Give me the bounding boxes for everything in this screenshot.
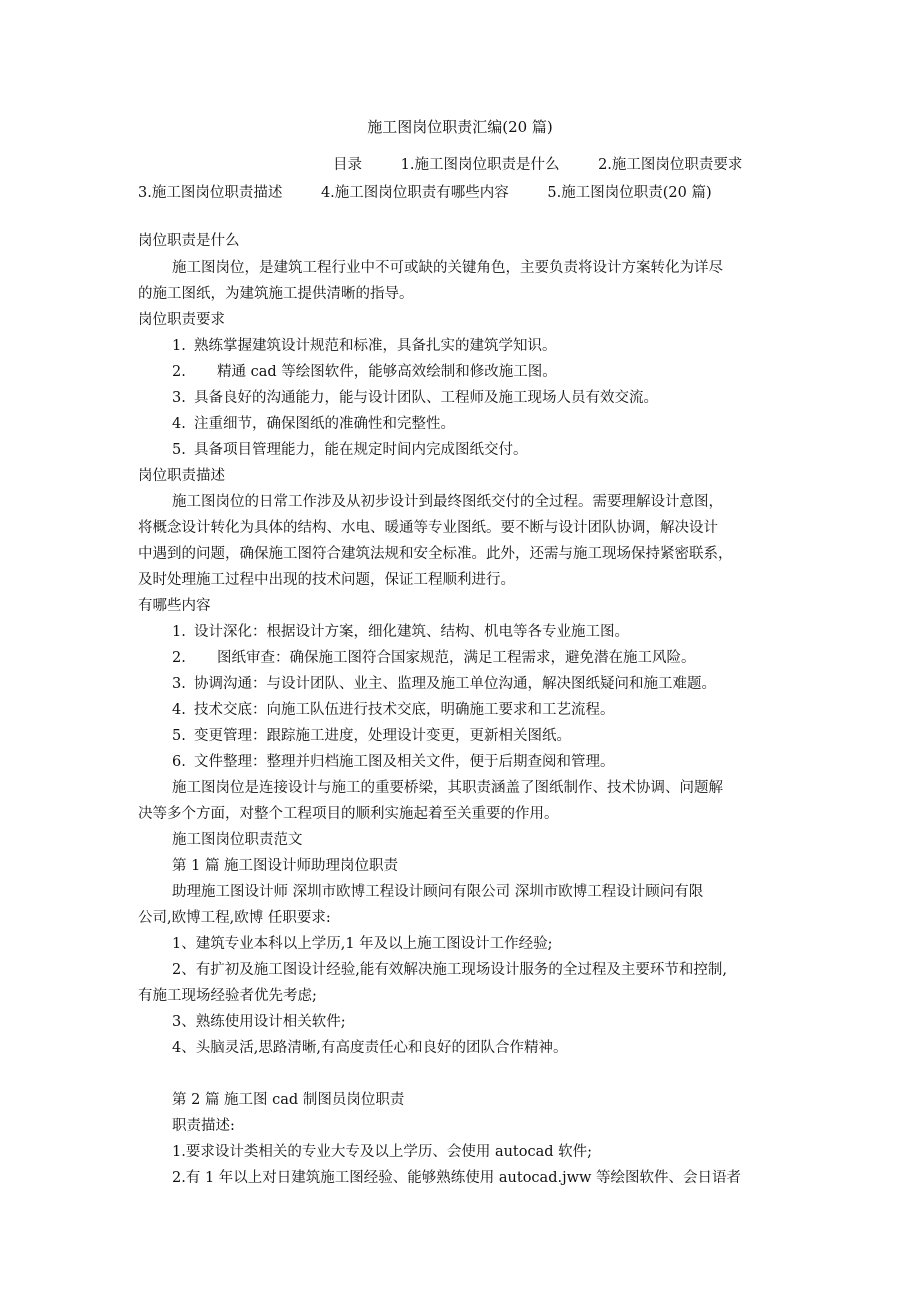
- paragraph-line: 2.有 1 年以上对日建筑施工图经验、能够熟练使用 autocad.jww 等绘图软件、会日语者: [172, 1170, 742, 1186]
- toc-item-3[interactable]: 3.施工图岗位职责描述: [138, 185, 283, 201]
- list-item: 3. 协调沟通：与设计团队、业主、监理及施工单位沟通，解决图纸疑问和施工难题。: [172, 676, 716, 692]
- toc-item-1[interactable]: 1.施工图岗位职责是什么: [400, 157, 560, 173]
- list-item: 6. 文件整理：整理并归档施工图及相关文件，便于后期查阅和管理。: [172, 754, 615, 770]
- paragraph-line: 施工图岗位，是建筑工程行业中不可或缺的关键角色，主要负责将设计方案转化为详尽: [172, 260, 723, 276]
- paragraph-line: 2、有扩初及施工图设计经验,能有效解决施工现场设计服务的全过程及主要环节和控制,: [172, 962, 727, 978]
- list-item: 5. 具备项目管理能力，能在规定时间内完成图纸交付。: [172, 442, 528, 458]
- paragraph-line: 1、建筑专业本科以上学历,1 年及以上施工图设计工作经验;: [172, 936, 553, 952]
- toc-label: 目录: [333, 157, 362, 173]
- paragraph-line: 4、头脑灵活,思路清晰,有高度责任心和良好的团队合作精神。: [172, 1040, 568, 1056]
- section-heading-requirements: 岗位职责要求: [138, 312, 225, 328]
- toc-item-5[interactable]: 5.施工图岗位职责(20 篇): [547, 185, 712, 201]
- section-heading-contents: 有哪些内容: [138, 598, 211, 614]
- paragraph-line: 职责描述:: [172, 1118, 235, 1134]
- list-item: 3. 具备良好的沟通能力，能与设计团队、工程师及施工现场人员有效交流。: [172, 390, 658, 406]
- section-heading-what: 岗位职责是什么: [138, 233, 240, 249]
- paragraph-line: 中遇到的问题，确保施工图符合建筑法规和安全标准。此外，还需与施工现场保持紧密联系，: [138, 546, 733, 562]
- article-2-title: 第 2 篇 施工图 cad 制图员岗位职责: [172, 1092, 405, 1108]
- paragraph-line: 助理施工图设计师 深圳市欧博工程设计顾问有限公司 深圳市欧博工程设计顾问有限: [172, 884, 704, 900]
- toc-item-4[interactable]: 4.施工图岗位职责有哪些内容: [320, 185, 509, 201]
- paragraph-line: 将概念设计转化为具体的结构、水电、暖通等专业图纸。要不断与设计团队协调，解决设计: [138, 520, 718, 536]
- list-item: 1. 设计深化：根据设计方案，细化建筑、结构、机电等各专业施工图。: [172, 624, 629, 640]
- paragraph-line: 1.要求设计类相关的专业大专及以上学历、会使用 autocad 软件;: [172, 1144, 593, 1160]
- toc-item-2[interactable]: 2.施工图岗位职责要求: [598, 157, 743, 173]
- list-item: 4. 注重细节，确保图纸的准确性和完整性。: [172, 416, 455, 432]
- list-item: 1. 熟练掌握建筑设计规范和标准，具备扎实的建筑学知识。: [172, 338, 557, 354]
- paragraph-line: 3、熟练使用设计相关软件;: [172, 1014, 346, 1030]
- list-item: 4. 技术交底：向施工队伍进行技术交底，明确施工要求和工艺流程。: [172, 702, 615, 718]
- table-of-contents-line-1: [333, 153, 742, 174]
- section-heading-description: 岗位职责描述: [138, 468, 225, 484]
- page-title: 施工图岗位职责汇编(20 篇): [367, 118, 553, 136]
- paragraph-line: 的施工图纸，为建筑施工提供清晰的指导。: [138, 286, 414, 302]
- paragraph-line: 决等多个方面，对整个工程项目的顺利实施起着至关重要的作用。: [138, 806, 559, 822]
- list-item: 2. 图纸审查：确保施工图符合国家规范，满足工程需求，避免潜在施工风险。: [172, 650, 696, 666]
- paragraph-line: 及时处理施工过程中出现的技术问题，保证工程顺利进行。: [138, 572, 515, 588]
- list-item: 2. 精通 cad 等绘图软件，能够高效绘制和修改施工图。: [172, 364, 557, 380]
- paragraph-line: 施工图岗位是连接设计与施工的重要桥梁，其职责涵盖了图纸制作、技术协调、问题解: [172, 780, 723, 796]
- paragraph-line: 施工图岗位的日常工作涉及从初步设计到最终图纸交付的全过程。需要理解设计意图，: [172, 494, 723, 510]
- section-heading-samples: 施工图岗位职责范文: [172, 832, 303, 848]
- paragraph-line: 有施工现场经验者优先考虑;: [138, 988, 317, 1004]
- article-1-title: 第 1 篇 施工图设计师助理岗位职责: [172, 858, 399, 874]
- paragraph-line: 公司,欧博工程,欧博 任职要求:: [138, 910, 331, 926]
- table-of-contents-line-2: [138, 181, 712, 202]
- list-item: 5. 变更管理：跟踪施工进度，处理设计变更，更新相关图纸。: [172, 728, 571, 744]
